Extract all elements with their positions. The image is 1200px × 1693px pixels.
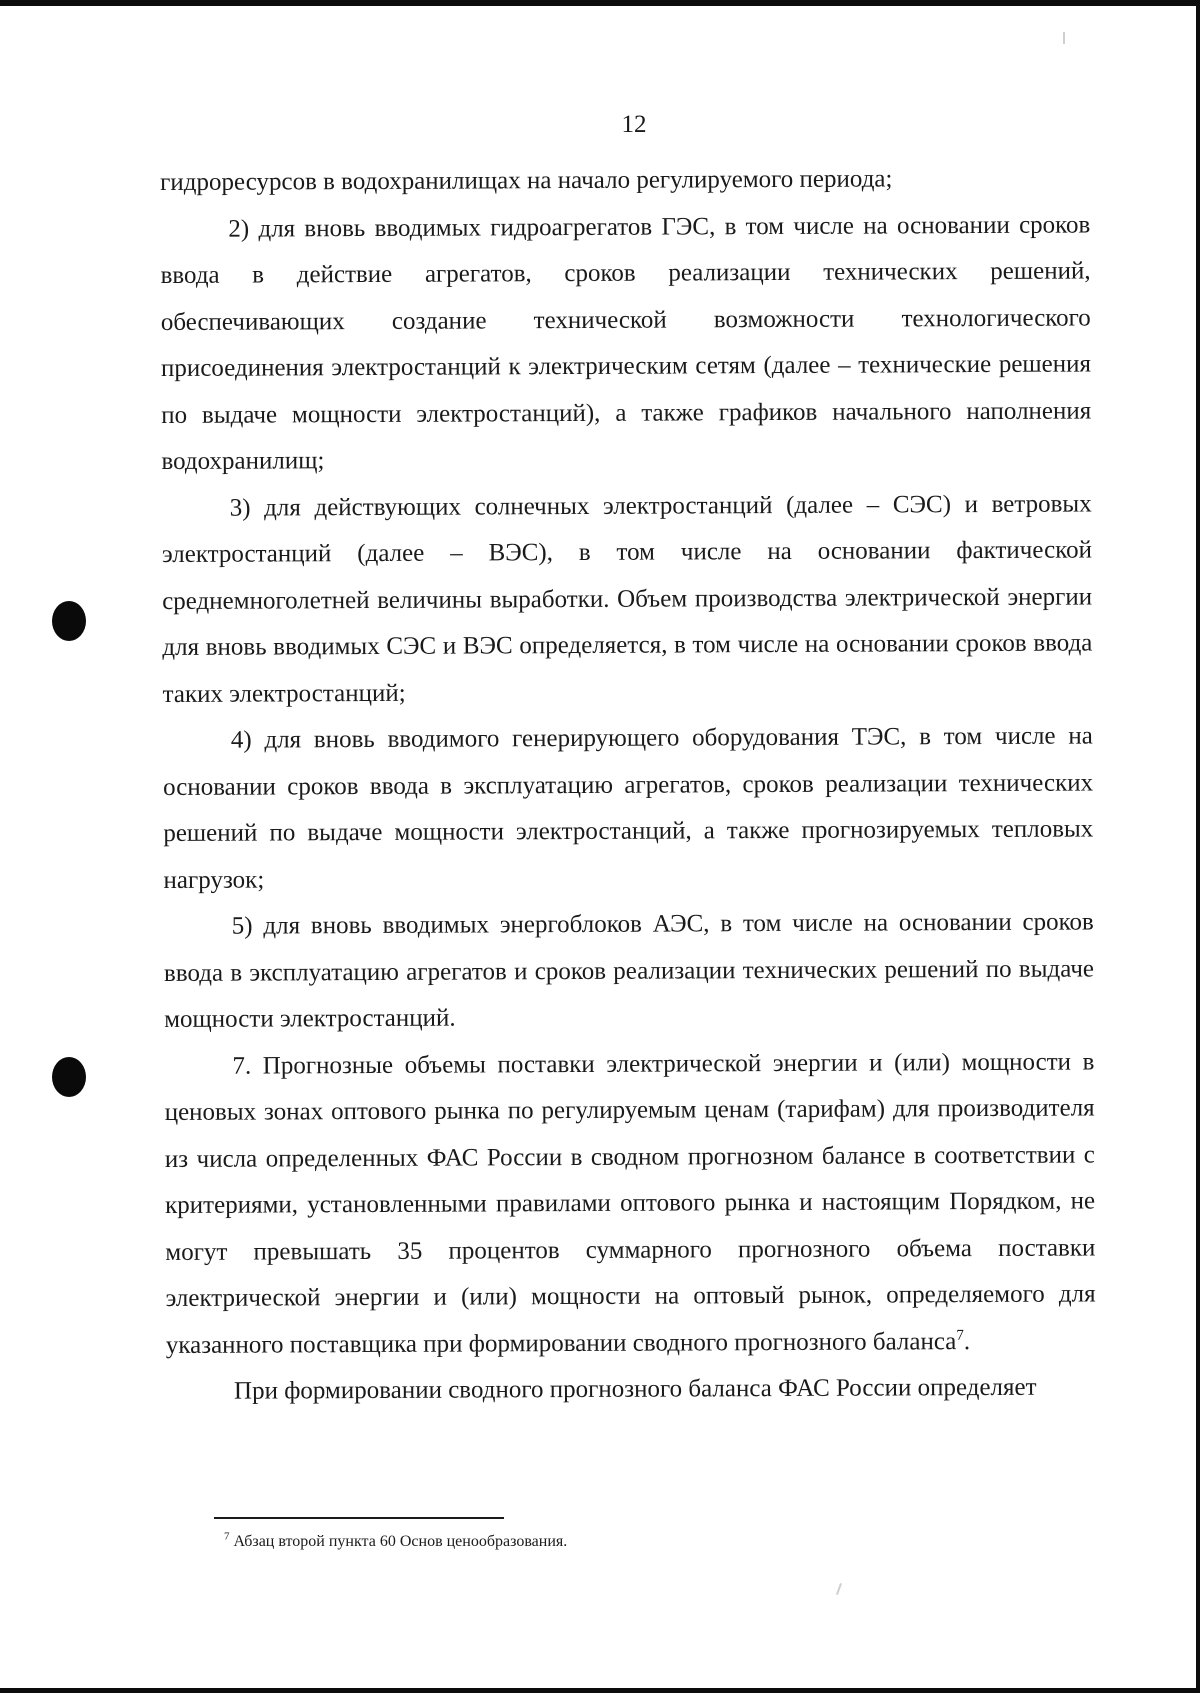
page-number: 12 [621,111,647,138]
scan-border-right [1196,0,1200,1693]
punch-hole [52,1057,86,1097]
paragraph-text: 7. Прогнозные объемы поставки электрической энергии и (или) мощности в ценовых зонах оптового рынка по регулируемым ценам (тарифам) для производителя из числа определенных ФАС России в сводном прогнозном балансе в соответствии с критериями, установленными правилами оптового рынка и настоящим Порядком, не могут превышать 35 процентов суммарного прогнозного объема поставки электрической энергии и (или) мощности на оптовый рынок, определяемого для указанного поставщика при формировании сводного прогнозного баланса [164,1047,1096,1359]
paragraph: При формировании сводного прогнозного баланса ФАС России определяет [233,1373,1037,1405]
footnote-marker: 7 [224,1530,230,1543]
paragraph: 3) для действующих солнечных электростанций (далее – СЭС) и ветровых электростанций (далее – ВЭС), в том числе на основании фактической среднемноголетней величины выработки. Объем производства электрической энергии для вновь вводимых СЭС и ВЭС определяется, в том числе на основании сроков ввода таких электростанций; [161,489,1093,708]
document-body [160,155,1096,1415]
scan-speck [1063,32,1065,44]
paragraph: 2) для вновь вводимых гидроагрегатов ГЭС, в том числе на основании сроков ввода в действие агрегатов, сроков реализации технических решений, обеспечивающих создание технической возможности технологического присоединения электростанций к электрическим сетям (далее – технические решения по выдаче мощности электростанций), а также графиков начального наполнения водохранилищ; [160,210,1092,475]
scan-border-top [0,0,1200,6]
scan-border-bottom [0,1688,1200,1693]
paragraph-7: 7. Прогнозные объемы поставки электрической энергии и (или) мощности в ценовых зонах оптового рынка по регулируемым ценам (тарифам) для производителя из числа определенных ФАС России в сводном прогнозном балансе в соответствии с критериями, установленными правилами оптового рынка и настоящим Порядком, не могут превышать 35 процентов суммарного прогнозного объема поставки электрической энергии и (или) мощности на оптовый рынок, определяемого для указанного поставщика при формировании сводного прогнозного баланса$^7$. [164,1047,1096,1359]
paragraph: 5) для вновь вводимых энергоблоков АЭС, в том числе на основании сроков ввода в эксплуатацию агрегатов и сроков реализации технических решений по выдаче мощности электростанций. [163,908,1095,1033]
footnote-separator [214,1517,504,1519]
footnote [224,1531,567,1553]
footnote-text: Абзац второй пункта 60 Основ ценообразования. [233,1533,568,1550]
punch-hole [52,601,86,641]
footnote-reference[interactable]: 7 [956,1327,964,1344]
paragraph: 4) для вновь вводимого генерирующего оборудования ТЭС, в том числе на основании сроков ввода в эксплуатацию агрегатов, сроков реализации технических решений по выдаче мощности электростанций, а также прогнозируемых тепловых нагрузок; [162,722,1094,894]
scan-speck [836,1583,842,1595]
paragraph: гидроресурсов в водохранилищах на начало регулируемого периода; [160,165,893,196]
